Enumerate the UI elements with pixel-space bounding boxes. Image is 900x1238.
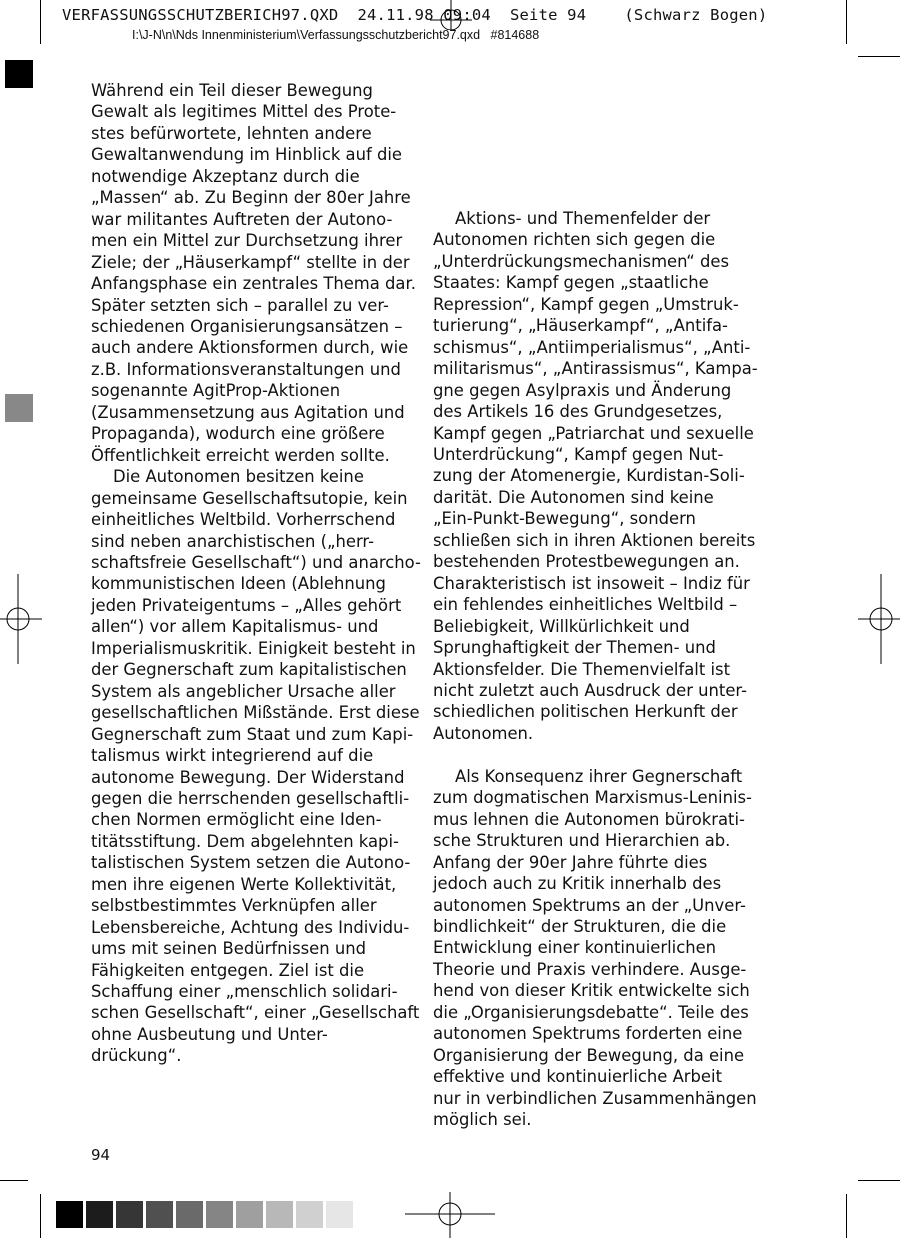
text-line: drückung“. — [91, 1046, 182, 1066]
text-line: auch andere Aktionsformen durch, wie — [91, 338, 409, 358]
text-line: selbstbestimmtes Verknüpfen aller — [91, 896, 377, 916]
text-line: nur in verbindlichen Zusammenhängen — [433, 1088, 757, 1108]
registration-target-top-icon — [430, 0, 472, 30]
gray-swatch — [146, 1201, 173, 1228]
text-line: Fähigkeiten entgegen. Ziel ist die — [91, 960, 365, 980]
text-line: militarismus“, „Antirassismus“, Kampa- — [433, 359, 758, 379]
text-line: System als angeblicher Ursache aller — [91, 681, 396, 701]
text-line: gegen die herrschenden gesellschaftli- — [91, 788, 410, 808]
text-line: Anfang der 90er Jahre führte dies — [433, 852, 708, 872]
text-line: schen Gesellschaft“, einer „Gesellschaft — [91, 1003, 420, 1023]
text-line: sind neben anarchistischen („herr- — [91, 531, 375, 551]
text-line: Anfangsphase ein zentrales Thema dar. — [91, 274, 416, 294]
text-line: schismus“, „Antiimperialismus“, „Anti- — [433, 337, 751, 357]
text-line: Staates: Kampf gegen „staatliche — [433, 273, 709, 293]
text-line: einheitliches Weltbild. Vorherrschend — [91, 510, 396, 530]
text-line: schiedenen Organisierungsansätzen – — [91, 316, 403, 336]
text-line: des Artikels 16 des Grundgesetzes, — [433, 402, 723, 422]
registration-square-gray — [5, 394, 33, 422]
text-line: notwendige Akzeptanz durch die — [91, 166, 360, 186]
text-line: Öffentlichkeit erreicht werden sollte. — [91, 445, 390, 465]
gray-swatch — [296, 1201, 323, 1228]
text-line: ohne Ausbeutung und Unter- — [91, 1024, 328, 1044]
text-line: Autonomen. — [433, 723, 534, 743]
text-line: talismus wirkt integrierend auf die — [91, 746, 374, 766]
text-line: möglich sei. — [433, 1110, 532, 1130]
text-column-right — [433, 208, 758, 1130]
text-line: Entwicklung einer kontinuierlichen — [433, 938, 717, 958]
text-line: effektive und kontinuierliche Arbeit — [433, 1067, 722, 1087]
print-file-path: I:\J-N\n\Nds Innenministerium\Verfassungsschutzbericht97.qxd #814688 — [132, 28, 540, 42]
text-line: z.B. Informationsveranstaltungen und — [91, 359, 401, 379]
text-line: Sprunghaftigkeit der Themen- und — [433, 638, 716, 658]
text-line: jeden Privateigentums – „Alles gehört — [91, 595, 402, 615]
text-line: nicht zuletzt auch Ausdruck der unter- — [433, 680, 748, 700]
text-line: die „Organisierungsdebatte“. Teile des — [433, 1002, 749, 1022]
text-line: mus lehnen die Autonomen bürokrati- — [433, 809, 745, 829]
registration-target-right-icon — [858, 574, 900, 664]
text-line: jedoch auch zu Kritik innerhalb des — [433, 874, 722, 894]
text-line: Propaganda), wodurch eine größere — [91, 424, 385, 444]
text-line: Repression“, Kampf gegen „Umstruk- — [433, 294, 739, 314]
gray-swatch — [236, 1201, 263, 1228]
text-line: Ziele; der „Häuserkampf“ stellte in der — [91, 252, 410, 272]
text-line — [433, 744, 743, 765]
text-line: autonome Bewegung. Der Widerstand — [91, 767, 405, 787]
text-line: schiedlichen politischen Herkunft der — [433, 702, 738, 722]
text-line: darität. Die Autonomen sind keine — [433, 487, 714, 507]
text-line: Beliebigkeit, Willkürlichkeit und — [433, 616, 690, 636]
text-line: „Unterdrückungsmechanismen“ des — [433, 251, 730, 271]
text-line: sche Strukturen und Hierarchien ab. — [433, 831, 731, 851]
text-line: chen Normen ermöglicht eine Iden- — [91, 810, 382, 830]
text-line: ein fehlendes einheitliches Weltbild – — [433, 595, 738, 615]
text-line: Als Konsequenz ihrer Gegnerschaft — [455, 766, 743, 786]
gray-swatch — [86, 1201, 113, 1228]
gray-swatch — [176, 1201, 203, 1228]
text-line: zum dogmatischen Marxismus-Leninis- — [433, 788, 752, 808]
text-line: Kampf gegen „Patriarchat und sexuelle — [433, 423, 754, 443]
text-line: men ein Mittel zur Durchsetzung ihrer — [91, 231, 403, 251]
text-line: Während ein Teil dieser Bewegung — [91, 81, 373, 100]
text-line: titätsstiftung. Dem abgelehnten kapi- — [91, 831, 399, 851]
text-line: schließen sich in ihren Aktionen bereits — [433, 530, 756, 550]
text-line: war militantes Auftreten der Autono- — [91, 209, 393, 229]
gray-swatch — [116, 1201, 143, 1228]
gray-swatch — [326, 1201, 353, 1228]
crop-mark-bottom-left-vertical — [40, 1194, 41, 1238]
text-line: stes befürwortete, lehnten andere — [91, 123, 372, 143]
text-line: sogenannte AgitProp-Aktionen — [91, 381, 341, 401]
text-line: der Gegnerschaft zum kapitalistischen — [91, 660, 407, 680]
text-line: turierung“, „Häuserkampf“, „Antifa- — [433, 316, 728, 336]
gray-swatch — [56, 1201, 83, 1228]
text-line: Organisierung der Bewegung, da eine — [433, 1045, 745, 1065]
text-line: schaftsfreie Gesellschaft“) und anarcho- — [91, 552, 421, 572]
crop-mark-bottom-right-vertical — [846, 1194, 847, 1238]
text-line: gemeinsame Gesellschaftsutopie, kein — [91, 488, 408, 508]
gray-swatch — [266, 1201, 293, 1228]
crop-mark-bottom-left-horizontal — [0, 1180, 28, 1181]
text-line: Die Autonomen besitzen keine — [113, 467, 364, 487]
registration-square-black — [5, 60, 33, 88]
crop-mark-top-right-vertical — [846, 0, 847, 44]
text-line: bestehenden Protestbewegungen an. — [433, 552, 740, 572]
text-line: Autonomen richten sich gegen die — [433, 230, 716, 250]
text-line: Aktionsfelder. Die Themenvielfalt ist — [433, 659, 730, 679]
text-line: Später setzten sich – parallel zu ver- — [91, 295, 389, 315]
text-line: (Zusammensetzung aus Agitation und — [91, 402, 405, 422]
text-line: men ihre eigenen Werte Kollektivität, — [91, 874, 397, 894]
crop-mark-top-right-horizontal — [858, 56, 900, 57]
text-line: kommunistischen Ideen (Ablehnung — [91, 574, 386, 594]
text-line: „Massen“ ab. Zu Beginn der 80er Jahre — [91, 188, 411, 208]
text-line: Unterdrückung“, Kampf gegen Nut- — [433, 444, 724, 464]
page-number: 94 — [91, 1146, 111, 1164]
text-line: Charakteristisch ist insoweit – Indiz für — [433, 573, 750, 593]
text-line: Schaffung einer „menschlich solidari- — [91, 982, 398, 1002]
text-line: allen“) vor allem Kapitalismus- und — [91, 617, 379, 637]
text-line: talistischen System setzen die Autono- — [91, 853, 411, 873]
text-line: autonomen Spektrums forderten eine — [433, 1024, 743, 1044]
text-line: Gegnerschaft zum Staat und zum Kapi- — [91, 724, 414, 744]
registration-target-bottom-icon — [405, 1192, 495, 1238]
text-line: hend von dieser Kritik entwickelte sich — [433, 981, 750, 1001]
registration-target-left-icon — [0, 574, 42, 664]
text-line: Imperialismuskritik. Einigkeit besteht in — [91, 638, 416, 658]
text-line: gne gegen Asylpraxis und Änderung — [433, 380, 732, 400]
crop-mark-bottom-right-horizontal — [858, 1180, 900, 1181]
text-line: ums mit seinen Bedürfnissen und — [91, 939, 367, 959]
text-line: Gewalt als legitimes Mittel des Prote- — [91, 102, 397, 122]
text-line: Theorie und Praxis verhindere. Ausge- — [433, 959, 747, 979]
grayscale-color-bar — [56, 1201, 356, 1228]
text-line: Aktions- und Themenfelder der — [455, 209, 711, 228]
print-slug-line: VERFASSUNGSSCHUTZBERICH97.QXD 24.11.98 09:04 Seite 94 (Schwarz Bogen) — [62, 6, 768, 24]
text-line: zung der Atomenergie, Kurdistan-Soli- — [433, 466, 745, 486]
text-line: bindlichkeit“ der Strukturen, die die — [433, 916, 727, 936]
text-line: „Ein-Punkt-Bewegung“, sondern — [433, 509, 696, 529]
crop-mark-top-left-vertical — [40, 0, 41, 44]
text-line: autonomen Spektrums an der „Unver- — [433, 895, 746, 915]
text-column-left — [91, 80, 421, 1067]
text-line: Lebensbereiche, Achtung des Individu- — [91, 917, 410, 937]
gray-swatch — [206, 1201, 233, 1228]
text-line: Gewaltanwendung im Hinblick auf die — [91, 145, 402, 165]
text-line: gesellschaftlichen Mißstände. Erst diese — [91, 703, 420, 723]
